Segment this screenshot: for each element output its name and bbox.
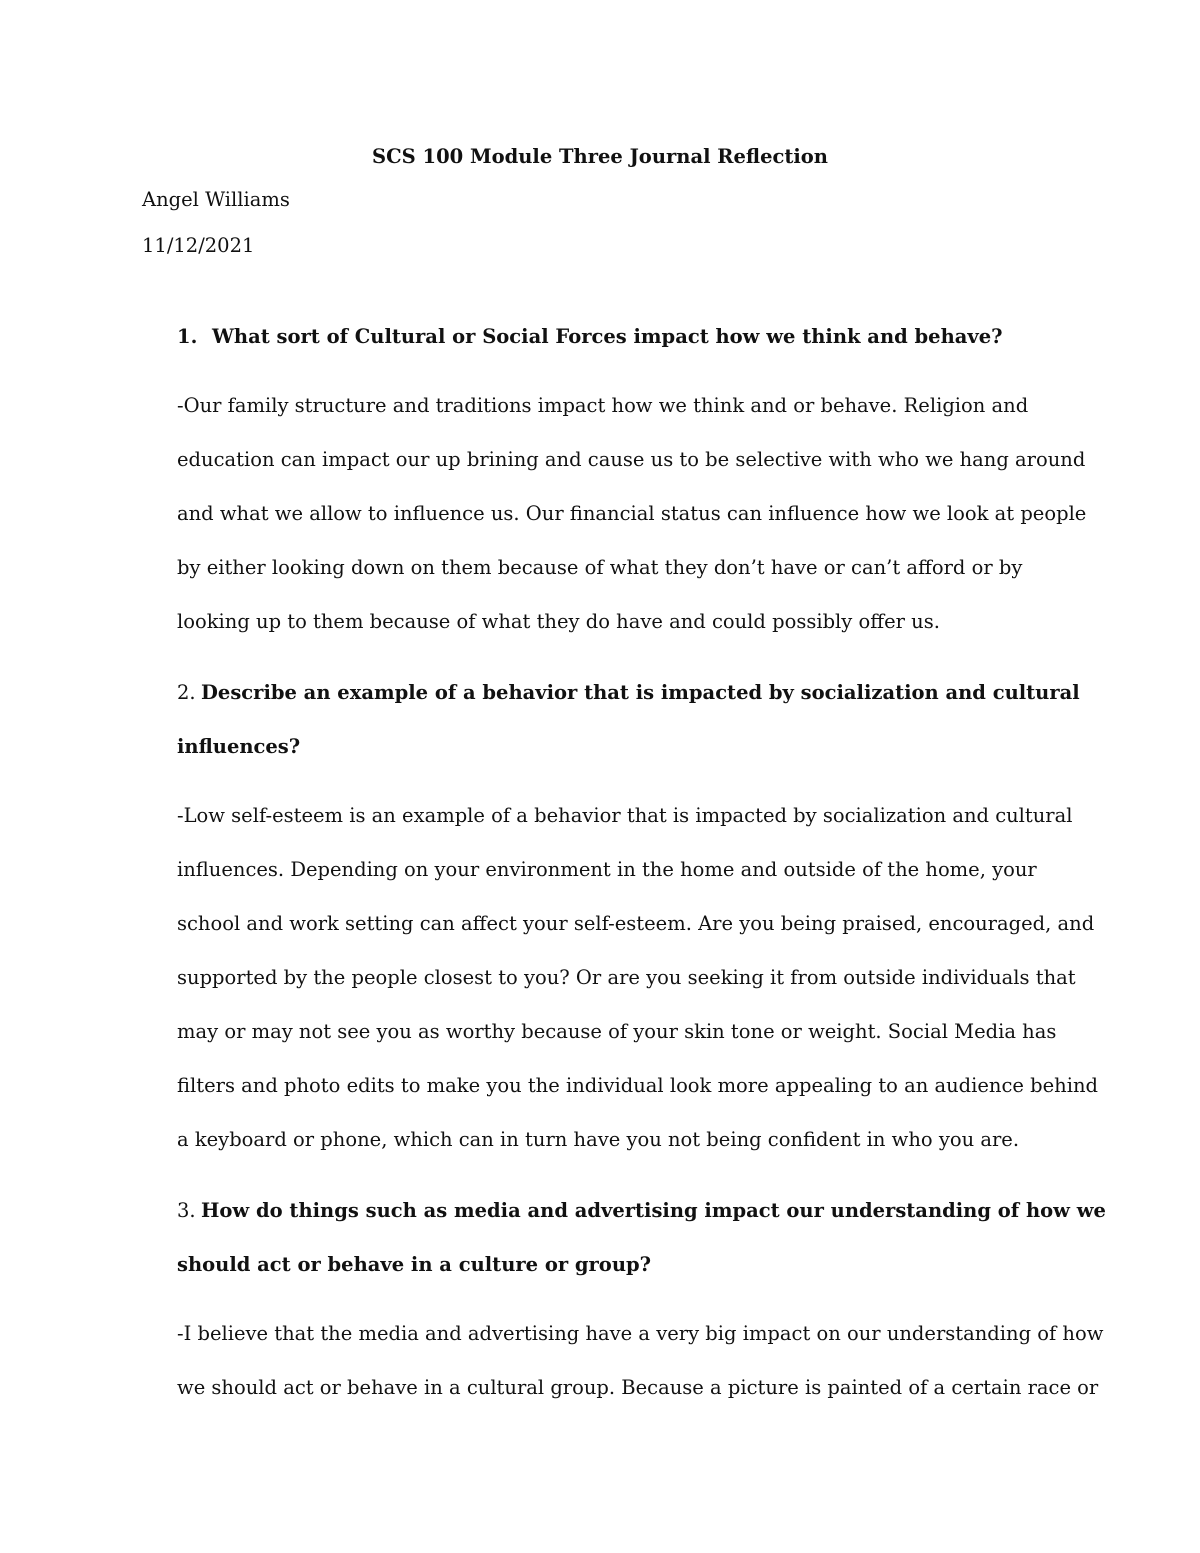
answer-2-line: filters and photo edits to make you the individual look more appealing to an audience behind: [177, 1074, 1099, 1097]
answer-3-line: we should act or behave in a cultural group. Because a picture is painted of a certain race or: [177, 1376, 1099, 1399]
answer-1-line: by either looking down on them because of what they don’t have or can’t afford or by: [177, 556, 1023, 579]
answer-2-line: school and work setting can affect your self-esteem. Are you being praised, encouraged, and: [177, 912, 1095, 935]
question-1-text: What sort of Cultural or Social Forces impact how we think and behave?: [212, 325, 1003, 348]
answer-2-line: may or may not see you as worthy because of your skin tone or weight. Social Media has: [177, 1020, 1057, 1043]
answer-2-line: supported by the people closest to you? Or are you seeking it from outside individuals that: [177, 966, 1076, 989]
question-3-number: 3.: [177, 1199, 196, 1222]
answer-3-line: -I believe that the media and advertising have a very big impact on our understanding of how: [177, 1322, 1104, 1345]
answer-1-line: education can impact our up brining and cause us to be selective with who we hang around: [177, 448, 1086, 471]
document-date: 11/12/2021: [142, 234, 255, 257]
question-2-number: 2.: [177, 681, 196, 704]
question-2-text: Describe an example of a behavior that is impacted by socialization and cultural: [201, 681, 1080, 704]
answer-1-line: and what we allow to influence us. Our financial status can influence how we look at people: [177, 502, 1087, 525]
question-3-text-continued: should act or behave in a culture or group?: [177, 1253, 652, 1276]
answer-1-line: looking up to them because of what they do have and could possibly offer us.: [177, 610, 940, 633]
document-title: SCS 100 Module Three Journal Reflection: [372, 145, 828, 168]
question-3-text: How do things such as media and advertising impact our understanding of how we: [201, 1199, 1106, 1222]
answer-2-line: -Low self-esteem is an example of a behavior that is impacted by socialization and cultural: [177, 804, 1073, 827]
answer-2-line: a keyboard or phone, which can in turn have you not being confident in who you are.: [177, 1128, 1020, 1151]
answer-1-line: -Our family structure and traditions impact how we think and or behave. Religion and: [177, 394, 1029, 417]
question-1-number: 1.: [177, 325, 198, 348]
question-2-text-continued: influences?: [177, 735, 301, 758]
answer-2-line: influences. Depending on your environment in the home and outside of the home, your: [177, 858, 1037, 881]
author-name: Angel Williams: [142, 188, 290, 211]
